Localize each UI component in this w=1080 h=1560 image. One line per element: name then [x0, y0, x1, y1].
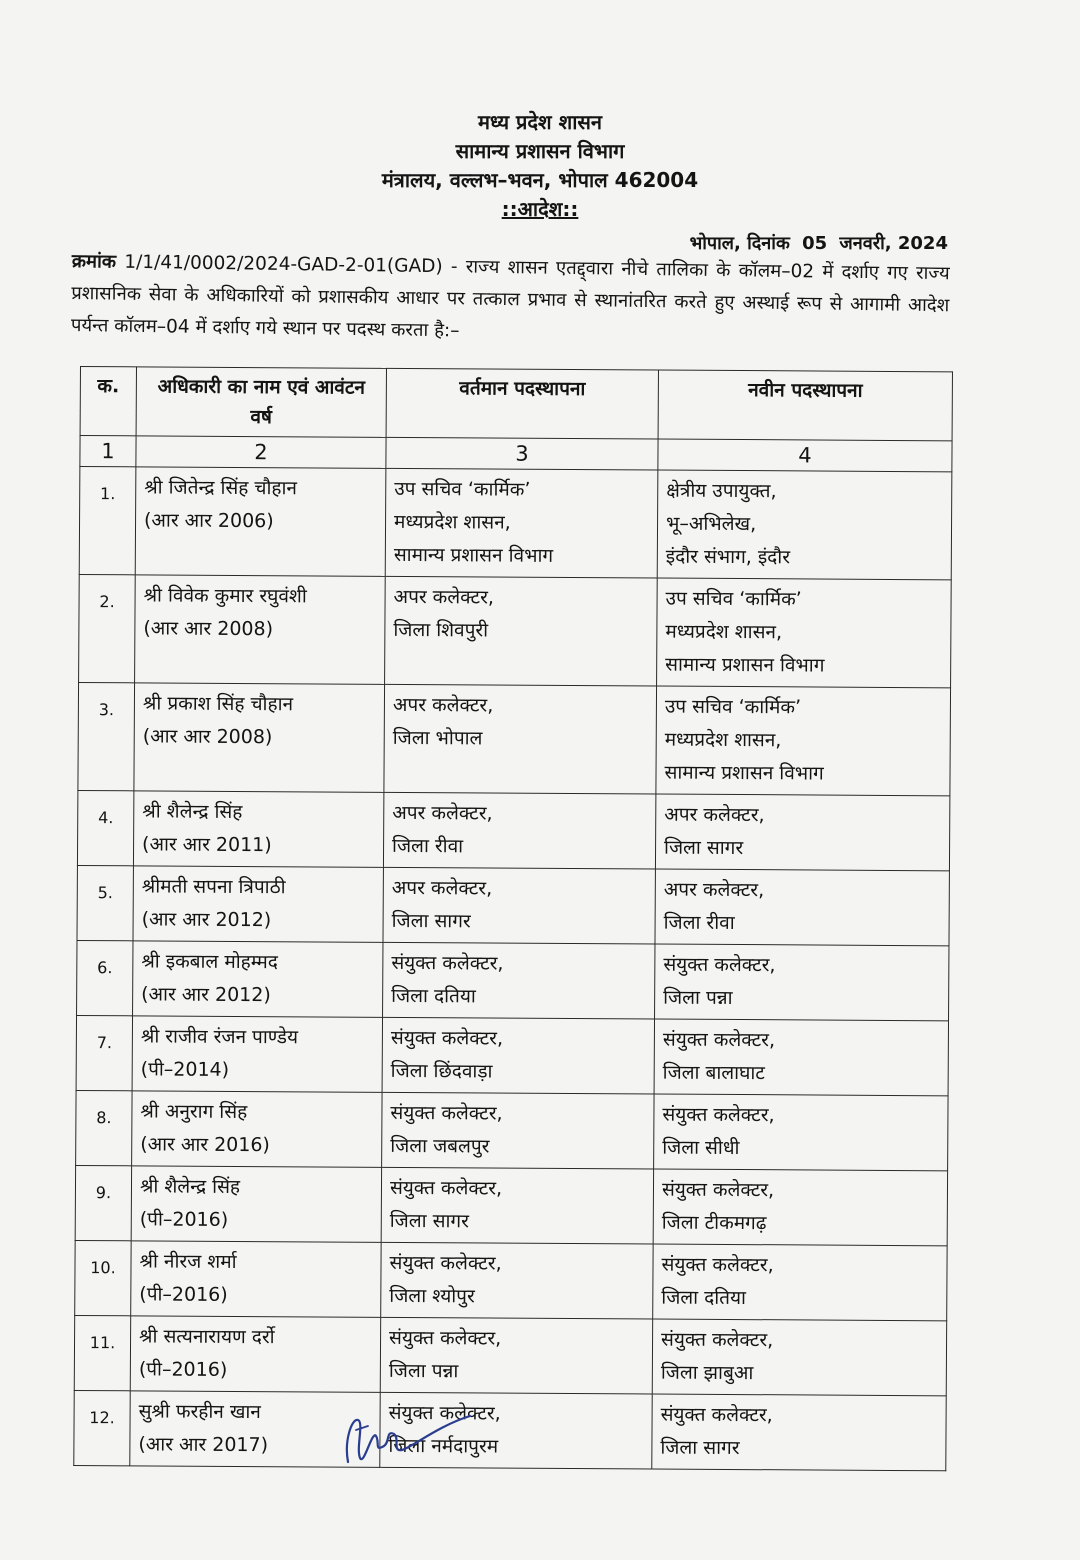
serial-number: 9.: [75, 1165, 131, 1240]
current-posting-cell: [385, 468, 658, 578]
current-posting-line: जिला दतिया: [391, 984, 476, 1008]
new-posting-line: उप सचिव ‘कार्मिक’: [664, 695, 802, 719]
current-posting-line: मध्यप्रदेश शासन,: [393, 510, 511, 534]
current-posting-cell: [384, 684, 657, 794]
date-place: भोपाल, दिनांक: [689, 233, 790, 254]
officer-cell: [133, 791, 383, 868]
current-posting-cell: [383, 792, 655, 869]
order-title: ::आदेश::: [501, 197, 579, 221]
new-posting-cell: [654, 1094, 948, 1171]
order-paragraph: [71, 246, 950, 354]
new-posting-line: जिला सागर: [664, 836, 744, 860]
allotment-year: (पी–2016): [139, 1283, 228, 1306]
order-number: 1/1/41/0002/2024-GAD-2-01(GAD) -: [124, 251, 458, 278]
col-number: 1: [80, 436, 136, 467]
new-posting-cell: [652, 1394, 946, 1471]
current-posting-line: उप सचिव ‘कार्मिक’: [394, 477, 531, 501]
serial-number: 6.: [77, 940, 133, 1015]
serial-number: 1.: [79, 467, 136, 575]
new-posting-line: संयुक्त कलेक्टर,: [663, 953, 776, 977]
col-number: 4: [658, 439, 952, 472]
table-row: [78, 682, 951, 795]
new-posting-line: सामान्य प्रशासन विभाग: [665, 653, 825, 677]
table-row: [77, 865, 949, 945]
new-posting-line: भू–अभिलेख,: [665, 512, 757, 536]
officer-cell: [133, 866, 383, 943]
officer-name: श्री सत्यनारायण दर्रो: [139, 1325, 275, 1349]
officer-name: श्री नीरज शर्मा: [139, 1250, 237, 1273]
allotment-year: (आर आर 2012): [141, 983, 271, 1007]
allotment-year: (आर आर 2011): [142, 833, 272, 857]
officer-name: श्री इकबाल मोहम्मद: [141, 950, 278, 974]
new-posting-line: अपर कलेक्टर,: [663, 878, 765, 902]
table-row: [75, 1165, 947, 1245]
table-row: [76, 1015, 948, 1095]
current-posting-cell: [381, 1167, 653, 1244]
officer-cell: [131, 1241, 381, 1318]
current-posting-line: संयुक्त कलेक्टर,: [390, 1101, 503, 1125]
new-posting-line: इंदौर संभाग, इंदौर: [665, 545, 791, 569]
col-header-new-posting: नवीन पदस्थापना: [658, 370, 952, 441]
new-posting-line: उप सचिव ‘कार्मिक’: [665, 587, 802, 611]
officer-name: श्री जितेन्द्र सिंह चौहान: [144, 476, 298, 500]
new-posting-line: जिला पन्ना: [663, 986, 733, 1009]
current-posting-cell: [383, 867, 655, 944]
table-row: [77, 940, 949, 1020]
new-posting-cell: [657, 578, 952, 688]
current-posting-cell: [382, 1092, 654, 1169]
new-posting-line: जिला दतिया: [661, 1286, 747, 1310]
new-posting-line: जिला रीवा: [663, 911, 735, 935]
serial-number: 5.: [77, 865, 133, 940]
serial-number: 4.: [77, 790, 133, 865]
table-row: [79, 574, 952, 687]
new-posting-line: संयुक्त कलेक्टर,: [662, 1028, 776, 1052]
allotment-year: (आर आर 2017): [138, 1433, 269, 1457]
officer-name: श्री विवेक कुमार रघुवंशी: [143, 584, 307, 608]
new-posting-line: जिला सीधी: [662, 1136, 740, 1160]
officer-name: श्री राजीव रंजन पाण्डेय: [140, 1025, 299, 1049]
serial-number: 12.: [74, 1390, 130, 1465]
table-row: [79, 467, 952, 580]
allotment-year: (आर आर 2008): [143, 617, 274, 641]
table-header-row: [80, 367, 952, 441]
dateline: [684, 231, 948, 255]
date-month-year: जनवरी, 2024: [839, 233, 948, 254]
allotment-year: (पी–2014): [140, 1058, 230, 1081]
current-posting-line: अपर कलेक्टर,: [393, 585, 495, 609]
current-posting-line: अपर कलेक्टर,: [391, 876, 493, 900]
department-name: सामान्य प्रशासन विभाग: [455, 139, 625, 163]
officer-name: श्रीमती सपना त्रिपाठी: [141, 875, 286, 899]
officer-name: श्री अनुराग सिंह: [140, 1100, 248, 1124]
new-posting-line: मध्यप्रदेश शासन,: [664, 728, 782, 752]
serial-number: 7.: [76, 1015, 132, 1090]
current-posting-line: जिला पन्ना: [388, 1359, 459, 1383]
current-posting-line: संयुक्त कलेक्टर,: [391, 951, 504, 975]
new-posting-line: संयुक्त कलेक्टर,: [661, 1253, 774, 1277]
officer-name: श्री प्रकाश सिंह चौहान: [142, 692, 294, 716]
letterhead: [0, 108, 1080, 224]
govt-name: मध्य प्रदेश शासन: [477, 110, 602, 134]
current-posting-cell: [385, 576, 658, 686]
new-posting-cell: [653, 1244, 947, 1321]
serial-number: 8.: [76, 1090, 132, 1165]
col-header-sno: क.: [80, 367, 136, 436]
new-posting-cell: [652, 1319, 946, 1396]
new-posting-line: सामान्य प्रशासन विभाग: [664, 761, 824, 785]
officer-name: श्री शैलेन्द्र सिंह: [139, 1175, 241, 1198]
table-row: [77, 790, 949, 870]
table-row: [75, 1240, 947, 1320]
current-posting-line: जिला शिवपुरी: [393, 618, 489, 642]
current-posting-line: संयुक्त कलेक्टर,: [389, 1251, 502, 1275]
current-posting-line: जिला जबलपुर: [390, 1134, 490, 1158]
current-posting-cell: [382, 1017, 654, 1094]
current-posting-line: जिला रीवा: [392, 834, 464, 858]
current-posting-line: अपर कलेक्टर,: [392, 693, 494, 717]
officer-cell: [133, 941, 383, 1018]
officer-cell: [134, 683, 385, 793]
officer-cell: [135, 575, 386, 685]
current-posting-line: सामान्य प्रशासन विभाग: [393, 543, 554, 567]
new-posting-line: संयुक्त कलेक्टर,: [662, 1103, 775, 1127]
date-day: 05: [802, 233, 828, 254]
officer-cell: [132, 1016, 382, 1093]
officer-cell: [132, 1091, 382, 1168]
current-posting-cell: [380, 1317, 652, 1394]
table-row: [76, 1090, 948, 1170]
current-posting-line: संयुक्त कलेक्टर,: [389, 1326, 502, 1350]
officer-cell: [135, 467, 386, 577]
current-posting-cell: [381, 1242, 653, 1319]
new-posting-line: क्षेत्रीय उपायुक्त,: [666, 479, 777, 503]
new-posting-cell: [655, 869, 949, 946]
new-posting-line: जिला टीकमगढ़: [661, 1211, 767, 1235]
current-posting-line: संयुक्त कलेक्टर,: [390, 1026, 504, 1050]
current-posting-line: संयुक्त कलेक्टर,: [389, 1176, 503, 1200]
new-posting-line: संयुक्त कलेक्टर,: [660, 1328, 774, 1352]
serial-number: 3.: [78, 682, 135, 790]
col-number: 2: [136, 436, 386, 469]
current-posting-cell: [383, 942, 655, 1019]
current-posting-line: जिला सागर: [391, 909, 471, 933]
col-header-name: अधिकारी का नाम एवं आवंटन वर्ष: [136, 367, 386, 438]
allotment-year: (पी–2016): [139, 1208, 229, 1231]
new-posting-line: अपर कलेक्टर,: [664, 803, 765, 827]
allotment-year: (आर आर 2006): [143, 509, 274, 533]
col-header-current-posting: वर्तमान पदस्थापना: [386, 368, 658, 439]
table-row: [74, 1390, 946, 1470]
serial-number: 11.: [74, 1315, 130, 1390]
new-posting-cell: [657, 470, 952, 580]
new-posting-line: जिला झाबुआ: [660, 1361, 754, 1385]
new-posting-cell: [656, 686, 951, 796]
new-posting-cell: [655, 944, 949, 1021]
officer-cell: [130, 1316, 380, 1393]
address: मंत्रालय, वल्लभ–भवन, भोपाल 462004: [381, 168, 699, 192]
officer-cell: [131, 1166, 381, 1243]
officer-name: श्री शैलेन्द्र सिंह: [142, 800, 243, 823]
allotment-year: (आर आर 2016): [140, 1133, 270, 1157]
allotment-year: (आर आर 2012): [141, 908, 272, 932]
current-posting-line: जिला सागर: [389, 1209, 469, 1233]
current-posting-line: जिला भोपाल: [392, 726, 483, 750]
transfer-table: [73, 366, 953, 1471]
order-number-label: क्रमांक: [71, 250, 117, 273]
col-number: 3: [386, 437, 658, 470]
new-posting-line: जिला सागर: [660, 1436, 740, 1460]
allotment-year: (आर आर 2008): [142, 725, 273, 749]
new-posting-line: संयुक्त कलेक्टर,: [661, 1178, 775, 1202]
current-posting-line: जिला नर्मदापुरम: [388, 1434, 499, 1458]
current-posting-line: जिला श्योपुर: [389, 1284, 475, 1308]
allotment-year: (पी–2016): [138, 1358, 228, 1381]
current-posting-line: जिला छिंदवाड़ा: [390, 1059, 493, 1083]
new-posting-cell: [654, 1019, 948, 1096]
current-posting-line: अपर कलेक्टर,: [392, 801, 493, 825]
new-posting-line: जिला बालाघाट: [662, 1061, 765, 1085]
officer-name: सुश्री फरहीन खान: [138, 1400, 261, 1424]
table-row: [74, 1315, 946, 1395]
new-posting-line: मध्यप्रदेश शासन,: [665, 620, 783, 644]
order-text: राज्य शासन एतद्द्वारा नीचे तालिका के कॉलम–02 में दर्शाए गए राज्य प्रशासनिक सेवा के अधिकारियों को प्रशासकीय आधार पर तत्काल प्रभाव से स्थानांतरित करते हुए अस्थाई रूप से आगामी आदेश पर्यन्त कॉलम–04 में दर्शाए गये स्थान पर पदस्थ करता है:–: [70, 256, 950, 342]
serial-number: 2.: [79, 574, 136, 682]
current-posting-line: संयुक्त कलेक्टर,: [388, 1401, 501, 1425]
serial-number: 10.: [75, 1240, 131, 1315]
new-posting-cell: [655, 794, 949, 871]
new-posting-cell: [653, 1169, 947, 1246]
signature-icon: [338, 1400, 478, 1480]
new-posting-line: संयुक्त कलेक्टर,: [660, 1403, 773, 1427]
